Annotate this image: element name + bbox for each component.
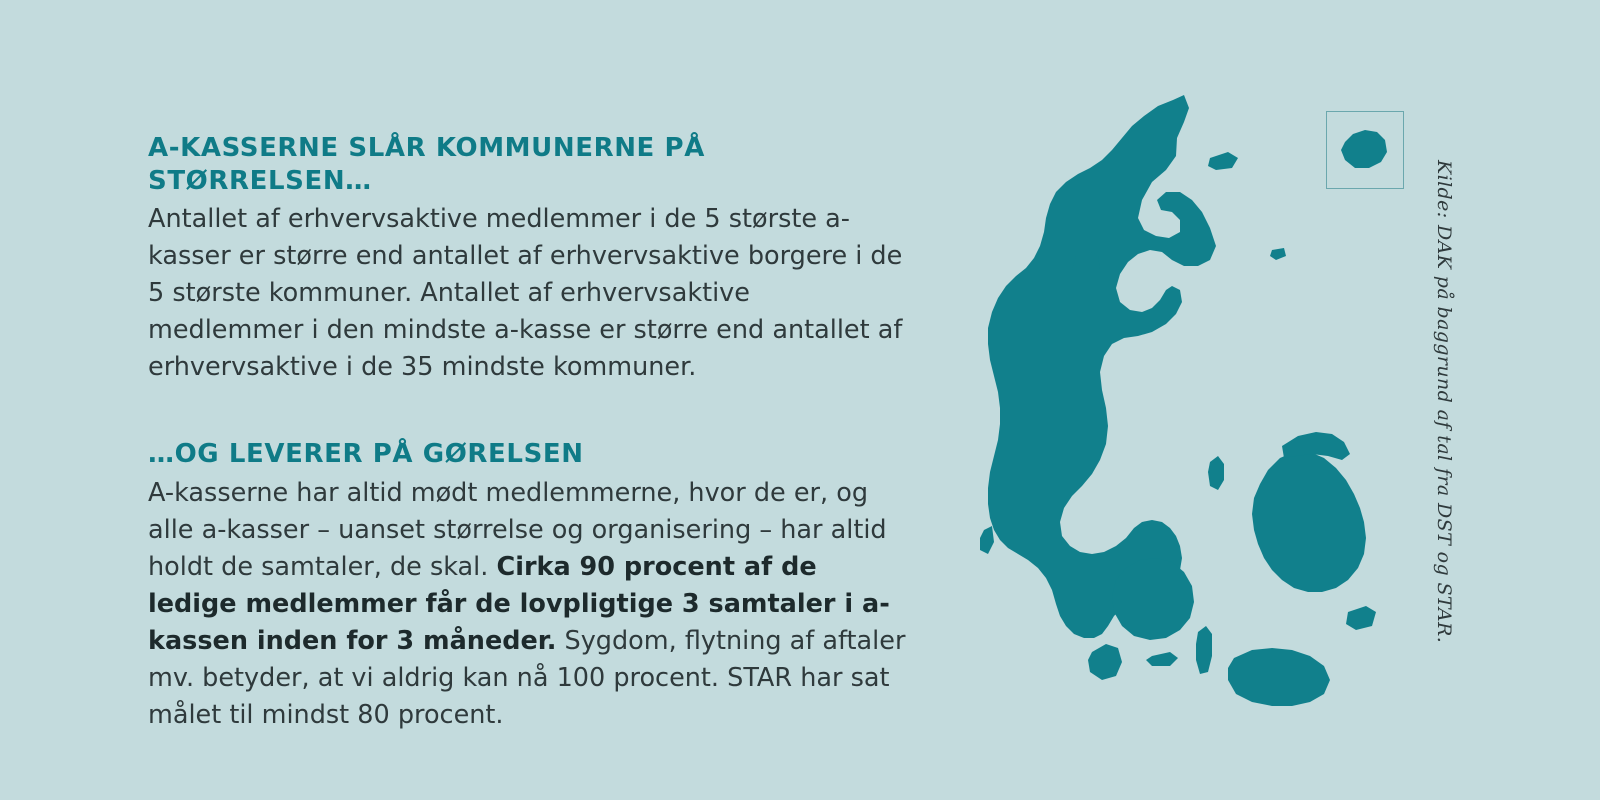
source-note: Kilde: DAK på baggrund af tal fra DST og STAR. [1433,160,1455,644]
aeroe-shape [1146,652,1178,666]
heading-size: A-KASSERNE SLÅR KOMMUNERNE PÅ STØRRELSEN… [148,133,705,196]
jutland-shape [988,95,1216,638]
paragraph-size: Antallet af erhvervsaktive medlemmer i de 5 største a-kasser er større end antallet af erhvervsaktive borgere i de 5 største kommuner. Antallet af erhvervsaktive medlemmer i den mindste a-kasse er større end antallet af erhvervsaktive i de 35 mindste kommuner. [148,204,903,382]
text-block-size [148,132,908,386]
paragraph-delivery-highlight: Cirka 90 procent af de ledige medlemmer får de lovpligtige 3 samtaler i a-kassen inden for 3 måneder. [148,551,890,656]
funen-shape [1112,558,1194,640]
zealand-shape [1252,452,1366,592]
bornholm-shape [1341,130,1387,168]
paragraph-delivery [148,475,908,734]
text-column [148,132,908,734]
paragraph-delivery-part1: A-kasserne har altid mødt medlemmerne, hvor de er, og alle a-kasser – uanset størrelse og organisering – har altid holdt de samtaler, de skal. [148,477,887,582]
heading-delivery: …OG LEVERER PÅ GØRELSEN [148,439,584,469]
denmark-map [880,60,1500,740]
text-block-delivery [148,438,908,734]
laesoe-shape [1208,152,1238,170]
map-landmass-group [980,95,1376,706]
samsoe-shape [1208,456,1224,490]
anholt-shape [1270,248,1286,260]
als-shape [1088,644,1122,680]
paragraph-delivery-part2: Sygdom, flytning af aftaler mv. betyder, at vi aldrig kan nå 100 procent. STAR har sat målet til mindst 80 procent. [148,625,906,730]
fanoe-shape [980,526,994,554]
moen-shape [1346,606,1376,630]
langeland-shape [1196,626,1212,674]
bornholm-inset [1326,111,1404,189]
lolland-falster-shape [1228,648,1330,706]
